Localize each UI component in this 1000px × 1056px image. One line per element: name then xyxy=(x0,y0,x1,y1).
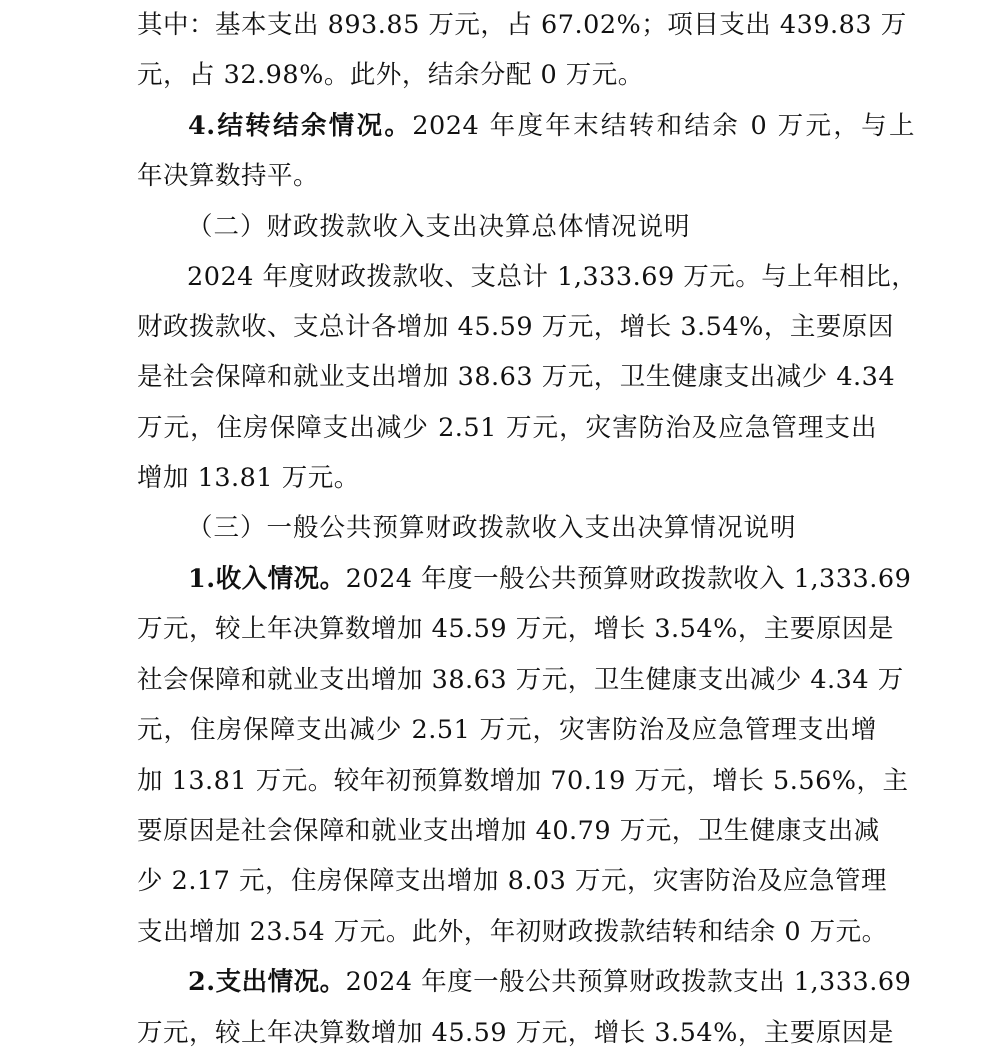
text-span: 2024 年度一般公共预算财政拨款收入 1,333.69 xyxy=(345,564,912,594)
section-heading: （二）财政拨款收入支出决算总体情况说明 xyxy=(187,212,691,242)
text-span: 2024 年度一般公共预算财政拨款支出 1,333.69 xyxy=(345,967,912,997)
text-line: 其中：基本支出 893.85 万元，占 67.02%；项目支出 439.83 万 xyxy=(137,10,907,40)
section-heading: （三）一般公共预算财政拨款收入支出决算情况说明 xyxy=(187,513,797,543)
text-line: 是社会保障和就业支出增加 38.63 万元，卫生健康支出减少 4.34 xyxy=(137,362,896,392)
text-line: 社会保障和就业支出增加 38.63 万元，卫生健康支出减少 4.34 万 xyxy=(137,665,904,695)
text-line: 加 13.81 万元。较年初预算数增加 70.19 万元，增长 5.56%，主 xyxy=(137,766,909,796)
text-line: 少 2.17 元，住房保障支出增加 8.03 万元，灾害防治及应急管理 xyxy=(137,866,887,896)
text-line: 万元，较上年决算数增加 45.59 万元，增长 3.54%，主要原因是 xyxy=(137,1018,894,1048)
item-heading: 1.收入情况。 xyxy=(188,564,346,594)
text-line: 万元，住房保障支出减少 2.51 万元，灾害防治及应急管理支出 xyxy=(137,413,877,443)
text-line: 要原因是社会保障和就业支出增加 40.79 万元，卫生健康支出减 xyxy=(137,816,880,846)
text-line: 增加 13.81 万元。 xyxy=(137,463,360,493)
text-line: 财政拨款收、支总计各增加 45.59 万元，增长 3.54%，主要原因 xyxy=(137,312,894,342)
text-line: 元，住房保障支出减少 2.51 万元，灾害防治及应急管理支出增 xyxy=(137,715,877,745)
text-line: 支出增加 23.54 万元。此外，年初财政拨款结转和结余 0 万元。 xyxy=(137,917,888,947)
item-heading: 2.支出情况。 xyxy=(188,967,346,997)
item-heading: 4.结转结余情况。 xyxy=(188,111,413,141)
text-line: 元，占 32.98%。此外，结余分配 0 万元。 xyxy=(137,60,644,90)
paragraph-carryover-balance xyxy=(188,109,915,145)
text-line: 年决算数持平。 xyxy=(137,161,320,191)
text-span: 2024 年度年末结转和结余 0 万元，与上 xyxy=(412,111,916,141)
paragraph-expenditure xyxy=(188,965,912,1001)
paragraph-income xyxy=(188,562,912,598)
text-line: 2024 年度财政拨款收、支总计 1,333.69 万元。与上年相比， xyxy=(187,262,918,292)
text-line: 万元，较上年决算数增加 45.59 万元，增长 3.54%，主要原因是 xyxy=(137,614,894,644)
